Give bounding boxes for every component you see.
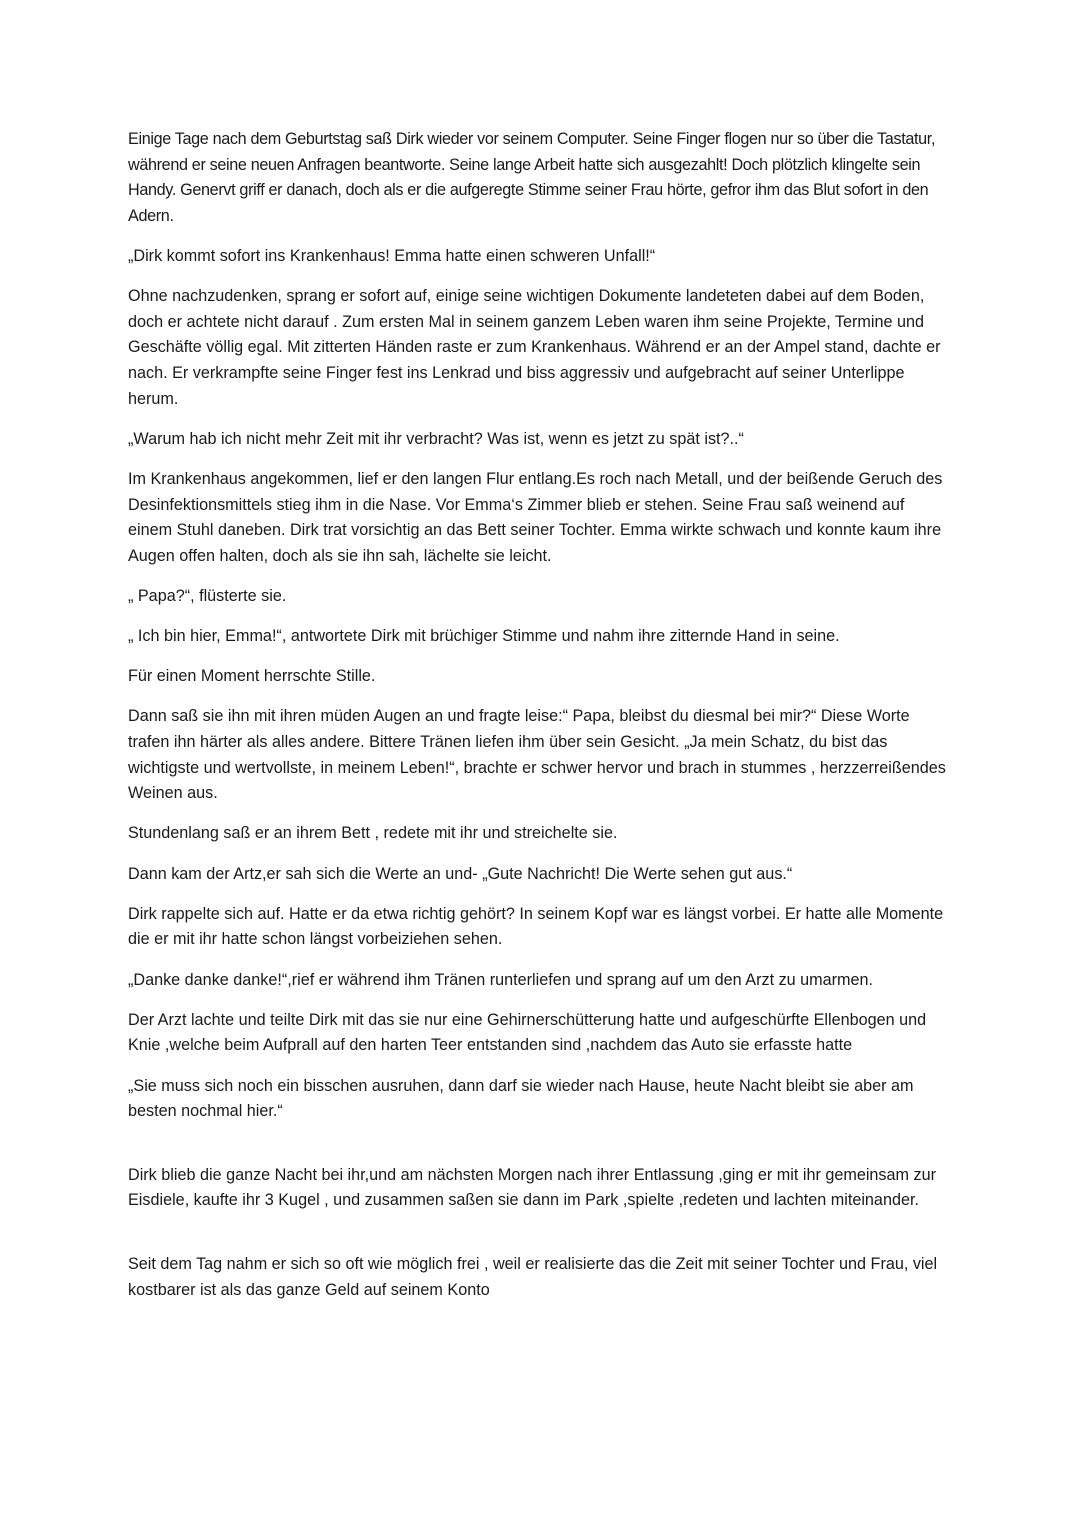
paragraph-16: Dirk blieb die ganze Nacht bei ihr,und am nächsten Morgen nach ihrer Entlassung ,ging er mit ihr gemeinsam zur Eisdiele, kaufte ihr 3 Kugel , und zusammen saßen sie dann im Park ,spielte ,redeten und lachten miteinander. — [128, 1165, 936, 1210]
paragraph-13: „Danke danke danke!“,rief er während ihm Tränen runterliefen und sprang auf um den Arzt zu umarmen. — [128, 970, 874, 989]
paragraph-7: „ Ich bin hier, Emma!“, antwortete Dirk mit brüchiger Stimme und nahm ihre zitternde Hand in seine. — [128, 627, 840, 646]
story-text — [128, 127, 952, 1318]
paragraph-1: Einige Tage nach dem Geburtstag saß Dirk wieder vor seinem Computer. Seine Finger flogen nur so über die Tastatur, während er seine neuen Anfragen beantworte. Seine lange Arbeit hatte sich ausgezahlt! Doch plötzlich klingelte sein Handy. Genervt griff er danach, doch als er die aufgeregte Stimme seiner Frau hörte, gefror ihm das Blut sofort in den Adern. — [128, 130, 936, 225]
paragraph-10: Stundenlang saß er an ihrem Bett , redete mit ihr und streichelte sie. — [128, 824, 618, 843]
paragraph-8: Für einen Moment herrschte Stille. — [128, 667, 376, 686]
paragraph-4: „Warum hab ich nicht mehr Zeit mit ihr verbracht? Was ist, wenn es jetzt zu spät ist?..“ — [128, 429, 744, 448]
paragraph-17: Seit dem Tag nahm er sich so oft wie möglich frei , weil er realisierte das die Zeit mit seiner Tochter und Frau, viel kostbarer ist als das ganze Geld auf seinem Konto — [128, 1254, 938, 1299]
paragraph-5: Im Krankenhaus angekommen, lief er den langen Flur entlang.Es roch nach Metall, und der beißende Geruch des Desinfektionsmittels stieg ihm in die Nase. Vor Emma‘s Zimmer blieb er stehen. Seine Frau saß weinend auf einem Stuhl daneben. Dirk trat vorsichtig an das Bett seiner Tochter. Emma wirkte schwach und konnte kaum ihre Augen offen halten, doch als sie ihn sah, lächelte sie leicht. — [128, 469, 943, 565]
paragraph-3: Ohne nachzudenken, sprang er sofort auf, einige seine wichtigen Dokumente landeteten dabei auf dem Boden, doch er achtete nicht darauf . Zum ersten Mal in seinem ganzem Leben waren ihm seine Projekte, Termine und Geschäfte völlig egal. Mit zitterten Händen raste er zum Krankenhaus. Während er an der Ampel stand, dachte er nach. Er verkrampfte seine Finger fest ins Lenkrad und biss aggressiv und aufgebracht auf seiner Unterlippe herum. — [128, 287, 941, 408]
paragraph-15: „Sie muss sich noch ein bisschen ausruhen, dann darf sie wieder nach Hause, heute Nacht bleibt sie aber am besten nochmal hier.“ — [128, 1076, 914, 1121]
paragraph-14: Der Arzt lachte und teilte Dirk mit das sie nur eine Gehirnerschütterung hatte und aufgeschürfte Ellenbogen und Knie ,welche beim Aufprall auf den harten Teer entstanden sind ,nachdem das Auto sie erfasste hatte — [128, 1010, 927, 1055]
paragraph-11: Dann kam der Artz,er sah sich die Werte an und- „Gute Nachricht! Die Werte sehen gut aus.“ — [128, 864, 793, 883]
paragraph-9: Dann saß sie ihn mit ihren müden Augen an und fragte leise:“ Papa, bleibst du diesmal bei mir?“ Diese Worte trafen ihn härter als alles andere. Bittere Tränen liefen ihm über sein Gesicht. „Ja mein Schatz, du bist das wichtigste und wertvollste, in meinem Leben!“, brachte er schwer hervor und brach in stummes , herzzerreißendes Weinen aus. — [128, 707, 946, 803]
paragraph-6: „ Papa?“, flüsterte sie. — [128, 586, 287, 605]
paragraph-2: „Dirk kommt sofort ins Krankenhaus! Emma hatte einen schweren Unfall!“ — [128, 246, 656, 265]
paragraph-12: Dirk rappelte sich auf. Hatte er da etwa richtig gehört? In seinem Kopf war es längst vorbei. Er hatte alle Momente die er mit ihr hatte schon längst vorbeiziehen sehen. — [128, 904, 944, 949]
